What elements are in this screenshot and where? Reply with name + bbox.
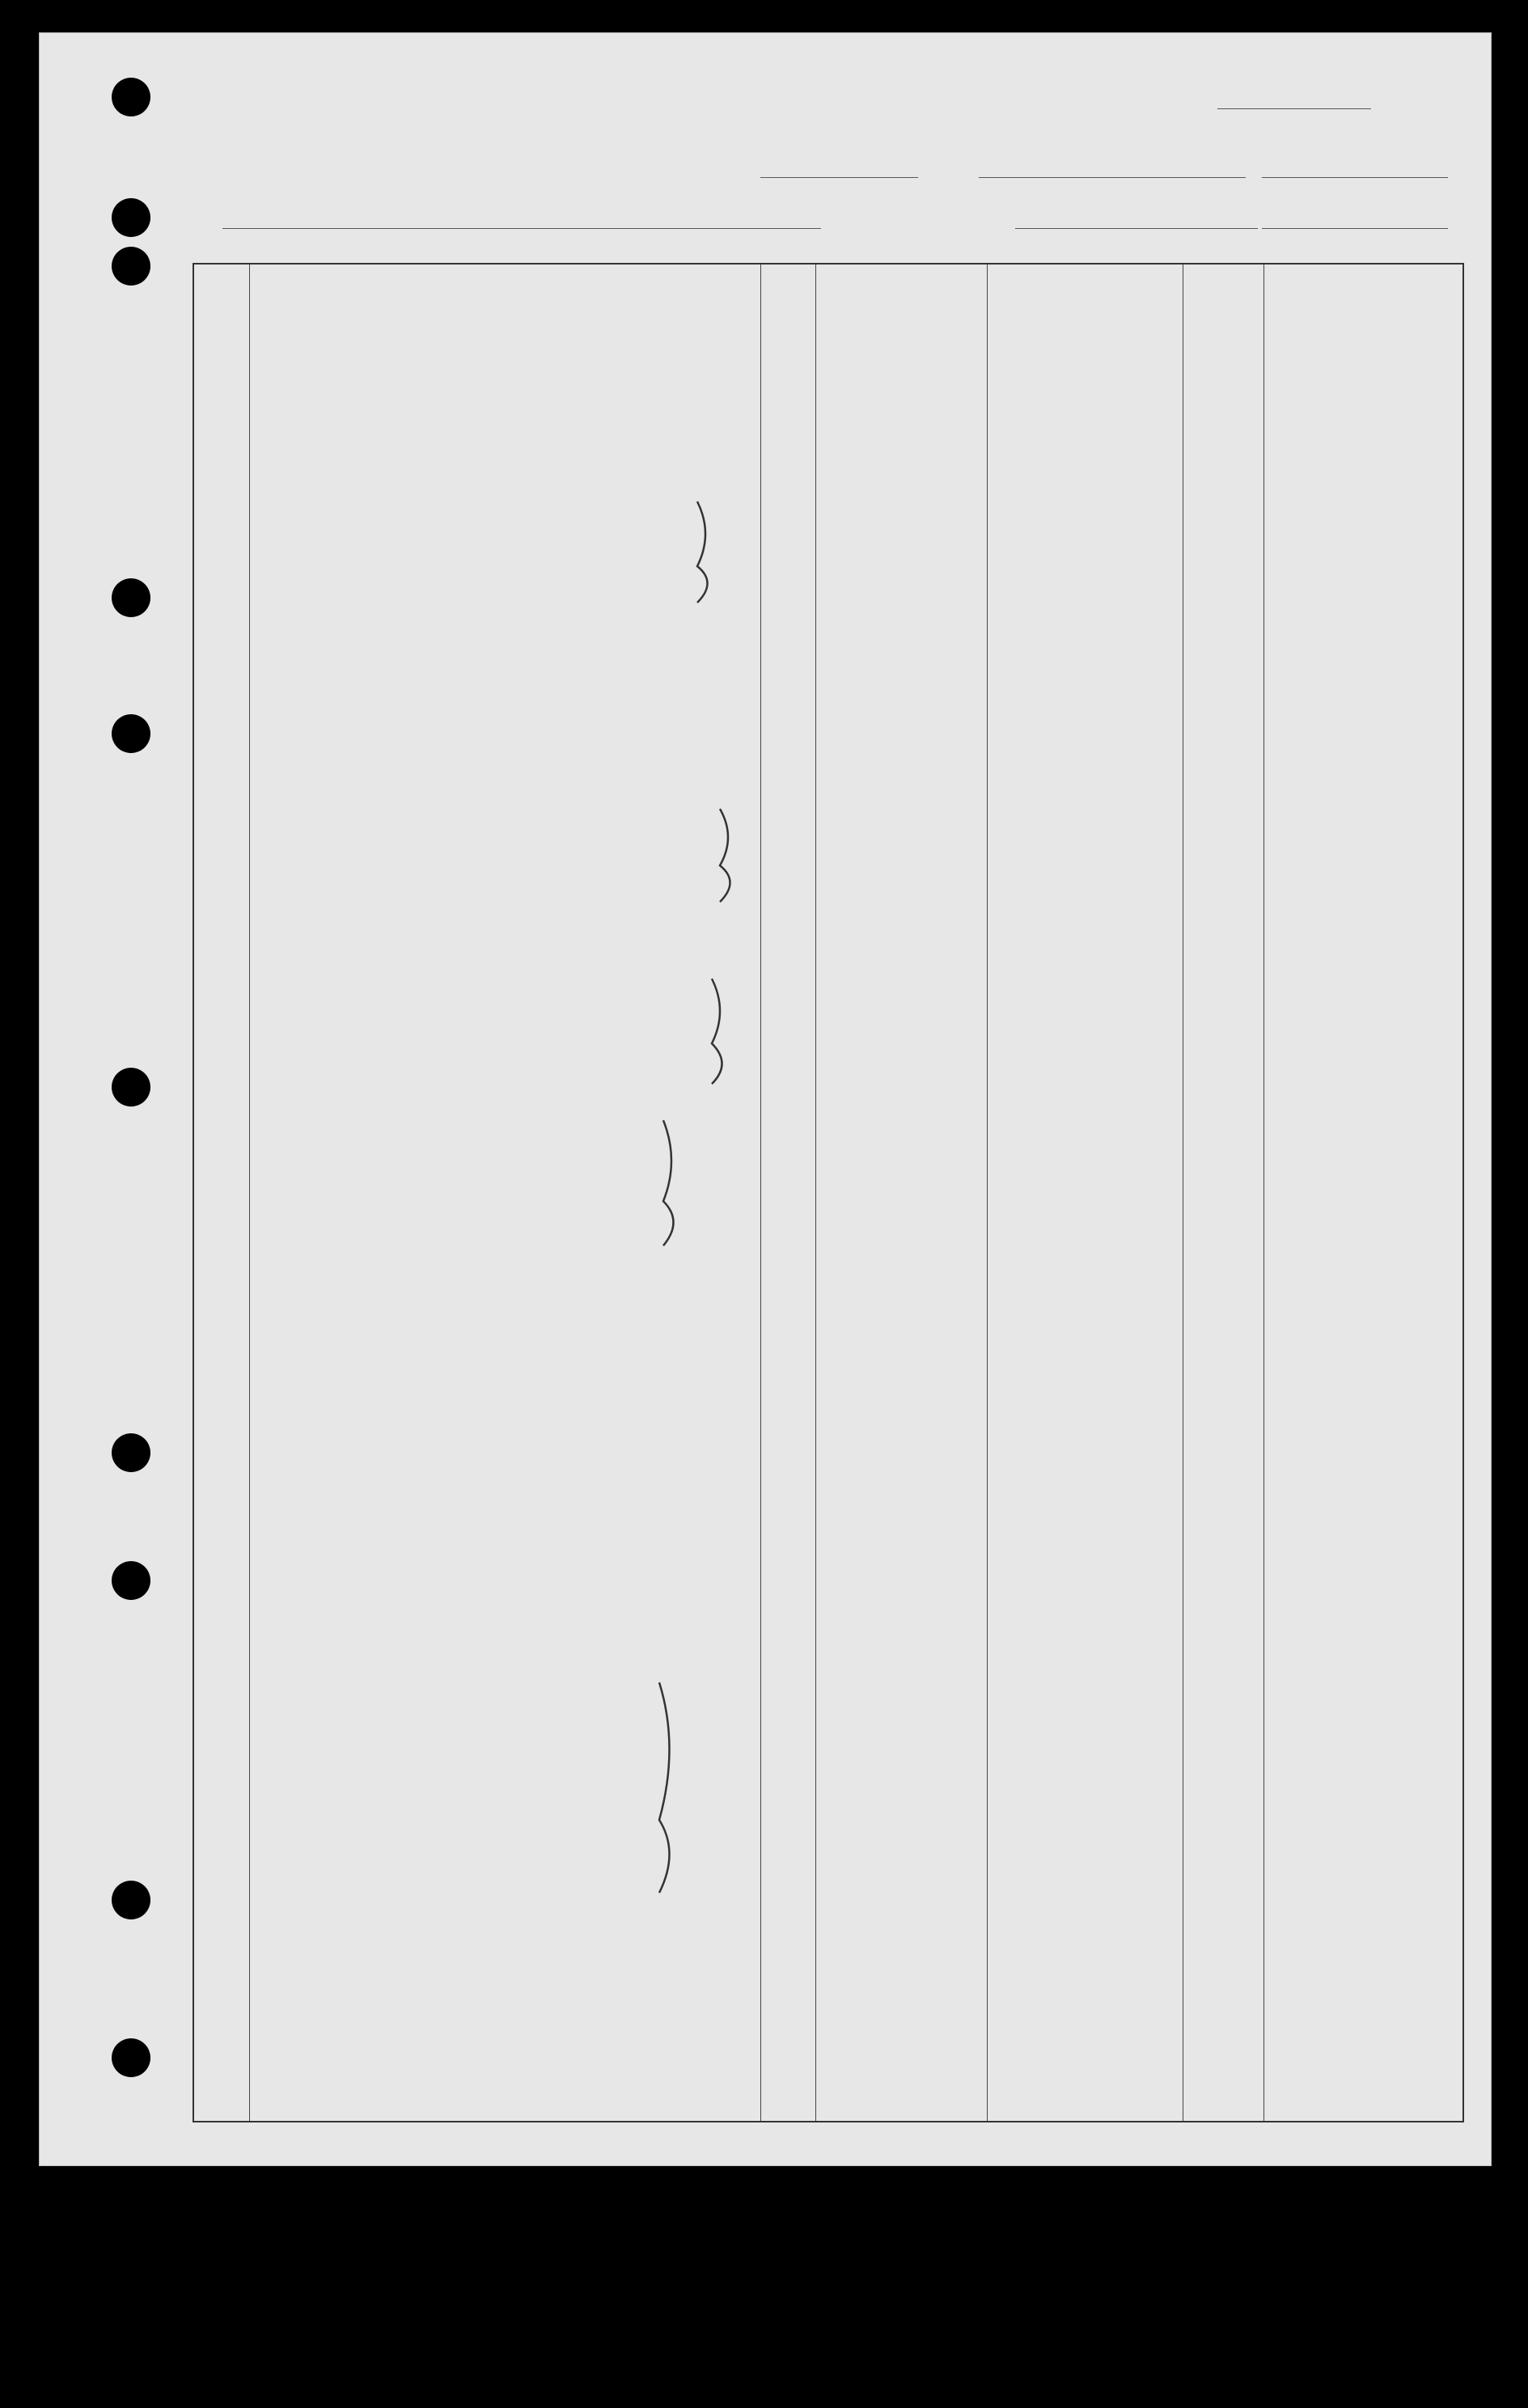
bracket-mark [663, 1120, 674, 1246]
bracket-mark [712, 979, 722, 1084]
bracket-mark [720, 809, 730, 902]
bracket-mark [697, 501, 708, 603]
bracket-mark [659, 1682, 670, 1893]
